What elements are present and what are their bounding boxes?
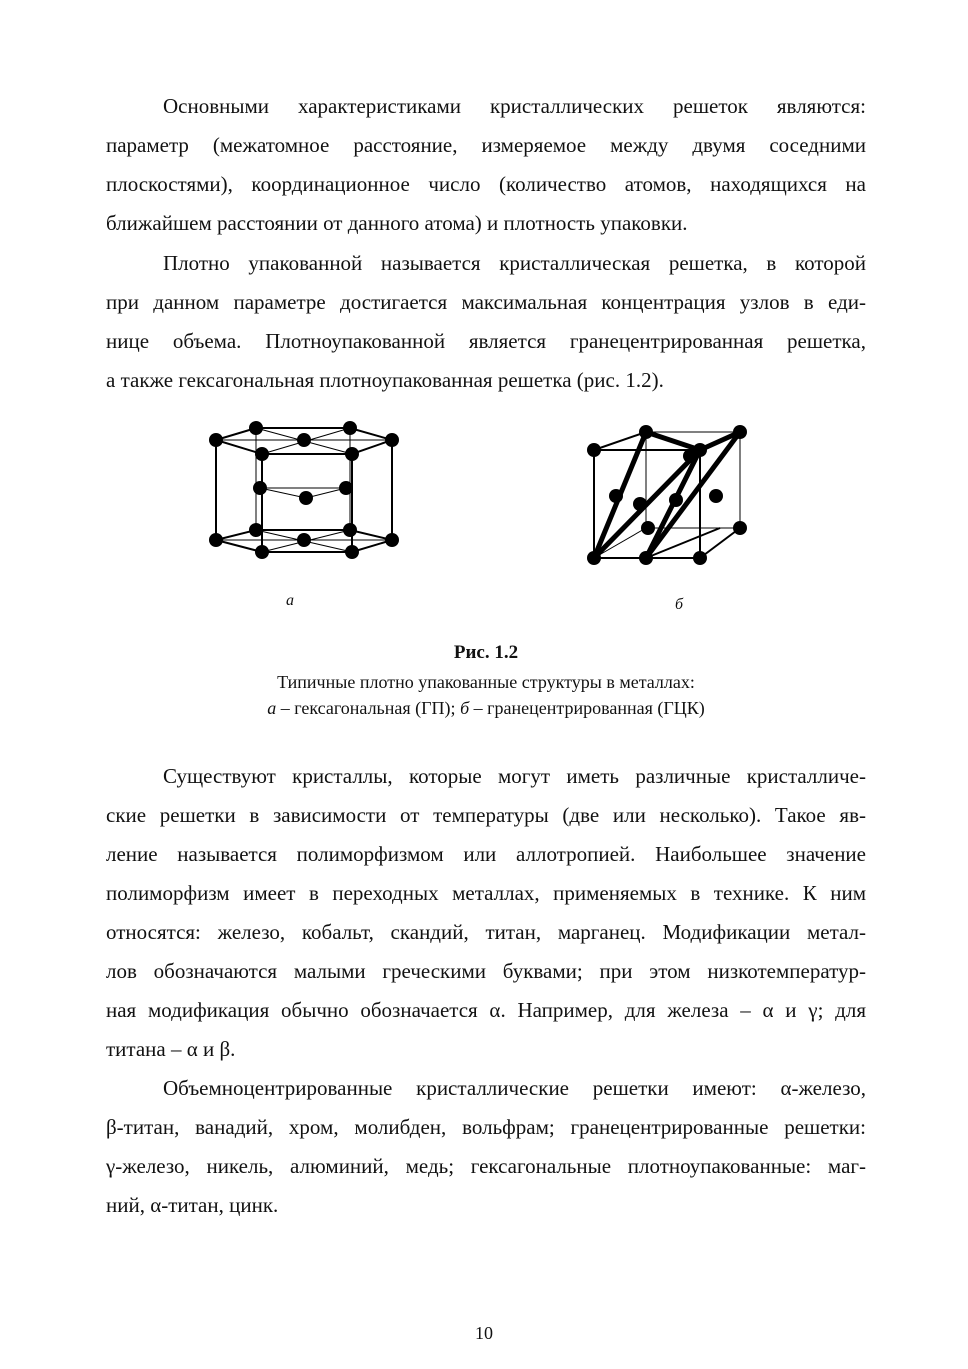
caption-b-text: – гранецентрированная (ГЦК) <box>469 698 705 718</box>
text-line: γ-железо, никель, алюминий, медь; гексагональные плотноупакованные: маг- <box>106 1154 866 1178</box>
text-line: титана – α и β. <box>106 1037 236 1061</box>
text-line: ближайшем расстоянии от данного атома) и плотность упаковки. <box>106 211 688 235</box>
text-line: при данном параметре достигается максимальная концентрация узлов в еди- <box>106 290 866 314</box>
text-line: ские решетки в зависимости от температуры (две или несколько). Такое яв- <box>106 803 866 827</box>
text-line: ление называется полиморфизмом или аллотропией. Наибольшее значение <box>106 842 866 866</box>
paragraph-lattice-types <box>106 1069 866 1225</box>
fcc-lattice-diagram <box>580 420 760 570</box>
paragraph-lattice-characteristics <box>106 87 866 243</box>
paragraph-close-packed <box>106 244 866 400</box>
text-line: ний, α-титан, цинк. <box>106 1193 279 1217</box>
paragraph-polymorphism <box>106 757 866 1069</box>
text-line: а также гексагональная плотноупакованная решетка (рис. 1.2). <box>106 368 664 392</box>
text-line: β-титан, ванадий, хром, молибден, вольфрам; гранецентрированные решетки: <box>106 1115 866 1139</box>
caption-italic-b: б <box>460 698 470 718</box>
text-line: Основными характеристиками кристаллических решеток являются: <box>163 94 866 118</box>
figure-caption: Типичные плотно упакованные структуры в металлах: <box>277 672 695 692</box>
text-line: ная модификация обычно обозначается α. Например, для железа – α и γ; для <box>106 998 866 1022</box>
text-line: лов обозначаются малыми греческими буквами; при этом низкотемператур- <box>106 959 866 983</box>
figure-label-b: б <box>674 596 684 613</box>
page-number: 10 <box>475 1323 493 1343</box>
hcp-lattice-diagram <box>204 418 404 568</box>
caption-a-text: – гексагональная (ГП); <box>276 698 461 718</box>
text-line: относятся: железо, кобальт, скандий, титан, марганец. Модификации метал- <box>106 920 866 944</box>
figure-label-a: а <box>286 592 294 609</box>
text-line: полиморфизм имеет в переходных металлах, применяемых в технике. К ним <box>106 881 866 905</box>
text-line: параметр (межатомное расстояние, измеряемое между двумя соседними <box>106 133 866 157</box>
text-line: Плотно упакованной называется кристаллическая решетка, в которой <box>163 251 866 275</box>
caption-italic-a: а <box>267 698 277 718</box>
text-line: Существуют кристаллы, которые могут иметь различные кристалличе- <box>163 764 866 788</box>
text-line: Объемноцентрированные кристаллические решетки имеют: α-железо, <box>163 1076 866 1100</box>
figure-title: Рис. 1.2 <box>453 642 519 663</box>
text-line: плоскостями), координационное число (количество атомов, находящихся на <box>106 172 866 196</box>
figure-caption-legend <box>106 696 866 720</box>
text-line: нице объема. Плотноупакованной является гранецентрированная решетка, <box>106 329 866 353</box>
